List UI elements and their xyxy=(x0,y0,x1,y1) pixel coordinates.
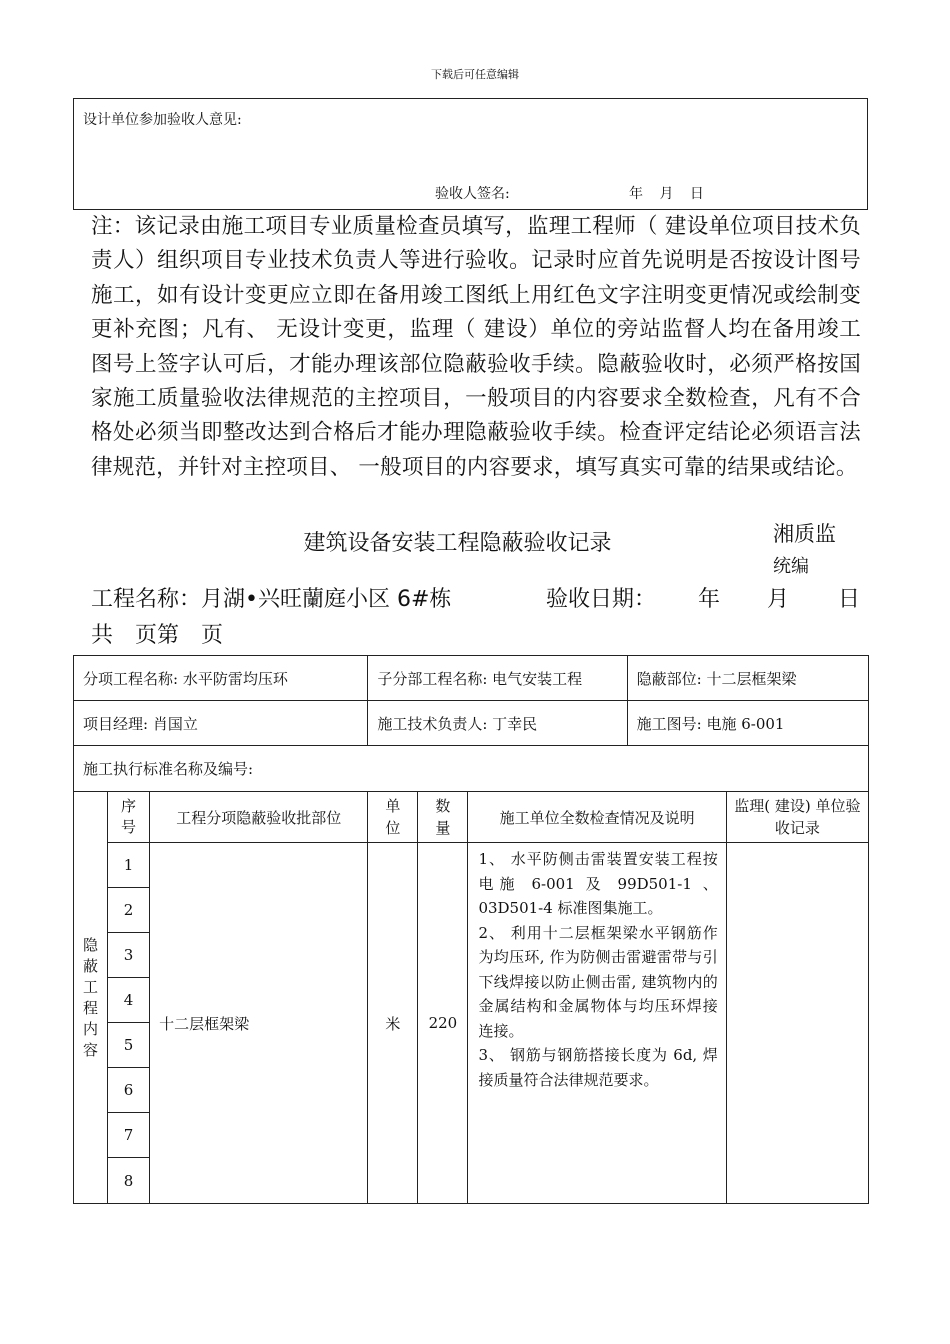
sub-item-name: 分项工程名称: 水平防雷均压环 xyxy=(74,656,368,701)
signature-label: 验收人签名: xyxy=(435,186,510,202)
header-part: 工程分项隐蔽验收批部位 xyxy=(150,792,368,843)
header-seq: 序号 xyxy=(108,792,150,843)
project-name: 工程名称：月湖•兴旺蘭庭小区 6#栋 xyxy=(91,587,452,612)
check-item: 2、 利用十二层框架梁水平钢筋作为均压环, 作为防侧击雷避雷带与引下线焊接以防止侧击雷, 建筑物内的金属结构和金属物体与均压环焊接连接。 xyxy=(478,923,718,1040)
date-year: 年 xyxy=(698,587,721,612)
seq-number: 2 xyxy=(108,888,150,933)
seq-number: 6 xyxy=(108,1068,150,1113)
page-count: 共 页第 页 xyxy=(91,623,224,648)
header-qty: 数量 xyxy=(418,792,468,843)
note-paragraph: 注：该记录由施工项目专业质量检查员填写，监理工程师（ 建设单位项目技术负责人）组织项目专业技术负责人等进行验收。记录时应首先说明是否按设计图号施工，如有设计变更应立即在备用竣工图纸上用红色文字注明变更情况或绘制变更补充图；凡有、 无设计变更，监理（ 建设）单位的旁站监督人均在备用竣工图号上签字认可后，才能办理该部位隐蔽验收手续。隐蔽验收时，必须严格按国家施工质量验收法律规范的主控项目，一般项目的内容要求全数检查，凡有不合格处必须当即整改达到合格后才能办理隐蔽验收手续。检查评定结论必须语言法律规范，并针对主控项目、 一般项目的内容要求，填写真实可靠的结果或结论。 xyxy=(91,214,861,480)
seq-number: 8 xyxy=(108,1158,150,1204)
date-month: 月 xyxy=(767,587,790,612)
check-description xyxy=(468,843,726,1204)
hidden-part: 隐蔽部位: 十二层框架梁 xyxy=(627,656,868,701)
tech-lead: 施工技术负责人: 丁幸民 xyxy=(368,701,627,746)
header-unit: 单位 xyxy=(368,792,418,843)
seq-number: 1 xyxy=(108,843,150,888)
signature-date: 年 月 日 xyxy=(629,186,704,202)
design-opinion-label: 设计单位参加验收人意见: xyxy=(83,112,242,128)
standard-code-sub: 统编 xyxy=(773,556,809,577)
design-opinion-box xyxy=(73,98,868,210)
check-item: 3、 钢筋与钢筋搭接长度为 6d, 焊接质量符合法律规范要求。 xyxy=(478,1046,718,1089)
unit-value: 米 xyxy=(368,843,418,1204)
header-note: 下载后可任意编辑 xyxy=(431,68,519,81)
seq-number: 5 xyxy=(108,1023,150,1068)
seq-number: 3 xyxy=(108,933,150,978)
accept-date-label: 验收日期： xyxy=(546,587,657,612)
seq-number: 4 xyxy=(108,978,150,1023)
acceptance-record-table xyxy=(73,655,869,1204)
drawing-number: 施工图号: 电施 6-001 xyxy=(627,701,868,746)
qty-value: 220 xyxy=(418,843,468,1204)
check-item: 1、 水平防侧击雷装置安装工程按电施 6-001 及 99D501-1 、03D501-4 标准图集施工。 xyxy=(478,850,718,917)
supervision-record xyxy=(726,843,868,1204)
standard-name: 施工执行标准名称及编号: xyxy=(74,746,869,792)
project-manager: 项目经理: 肖国立 xyxy=(74,701,368,746)
header-supervision: 监理( 建设) 单位验收记录 xyxy=(726,792,868,843)
standard-code: 湘质监 xyxy=(773,522,836,546)
date-day: 日 xyxy=(838,587,861,612)
seq-number: 7 xyxy=(108,1113,150,1158)
form-title: 建筑设备安装工程隐蔽验收记录 xyxy=(303,531,612,556)
part-value: 十二层框架梁 xyxy=(150,843,368,1204)
section-label: 隐蔽工程内容 xyxy=(74,792,108,1204)
sub-division-name: 子分部工程名称: 电气安装工程 xyxy=(368,656,627,701)
header-check: 施工单位全数检查情况及说明 xyxy=(468,792,726,843)
